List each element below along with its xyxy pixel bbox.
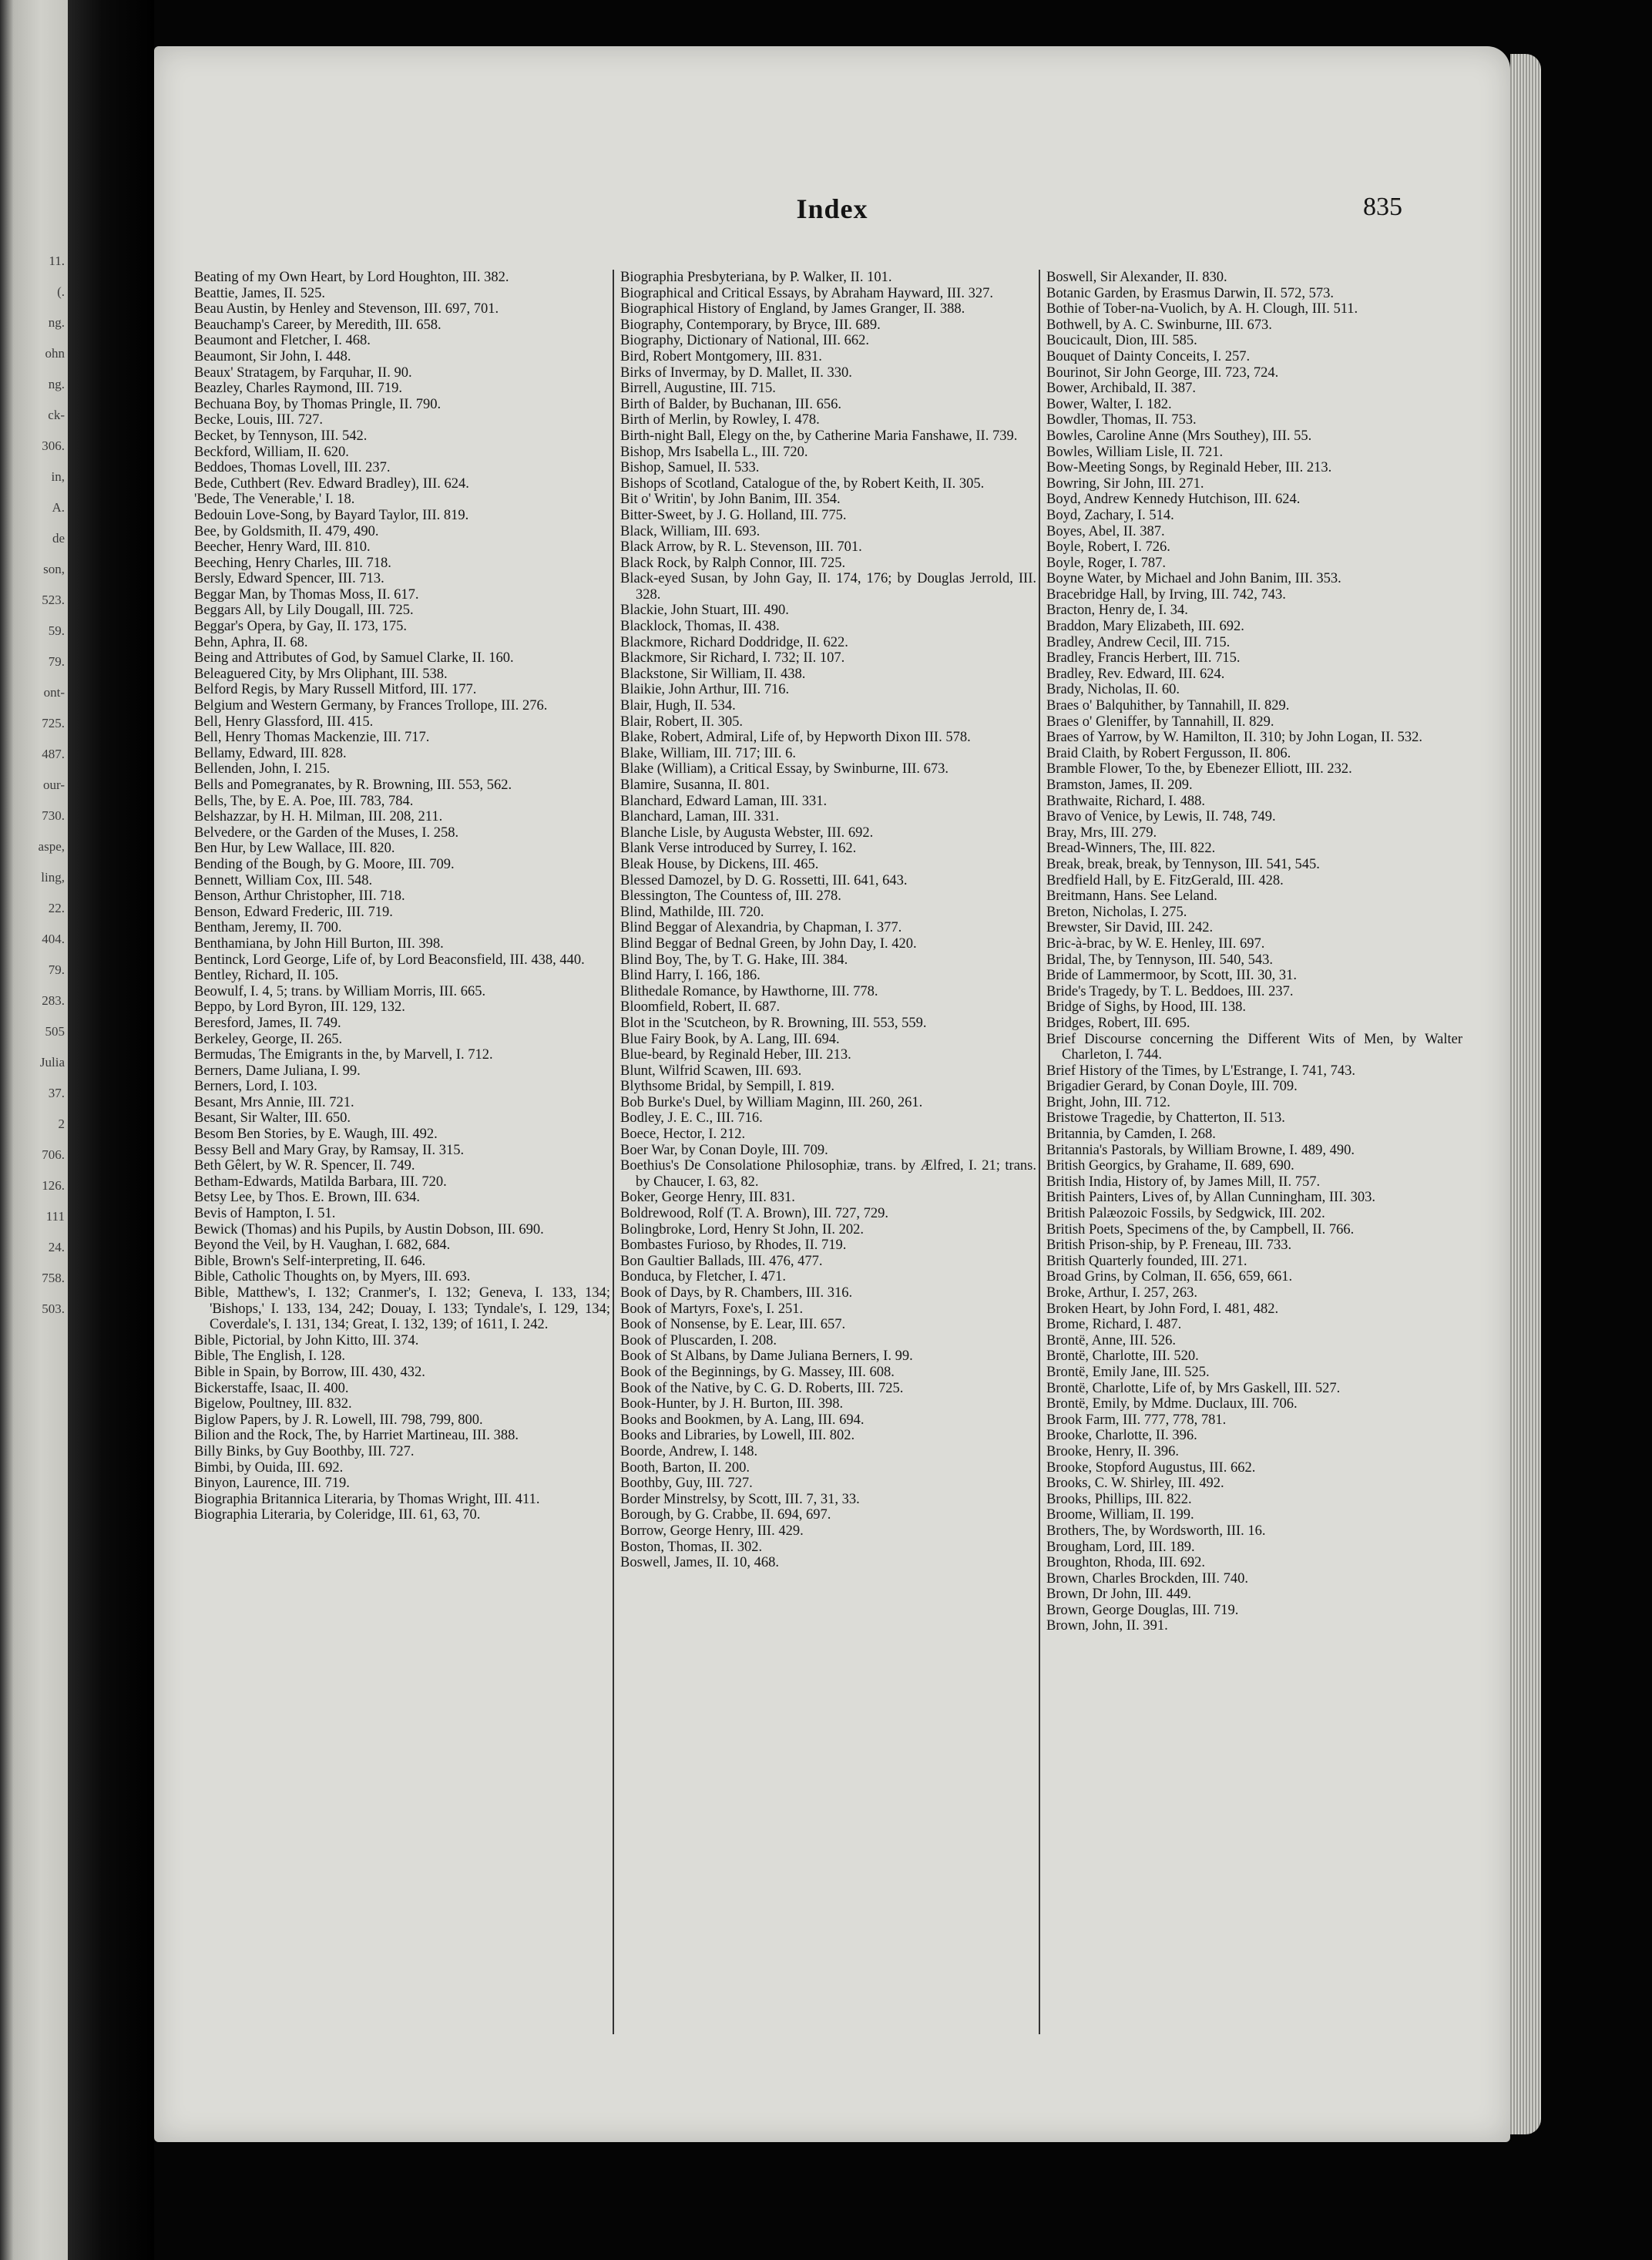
index-entry: Brooks, C. W. Shirley, III. 492. xyxy=(1046,1476,1224,1492)
index-entry: Book of Martyrs, Foxe's, I. 251. xyxy=(620,1301,804,1317)
index-entry: Bentham, Jeremy, II. 700. xyxy=(194,920,342,936)
index-entry: Blue Fairy Book, by A. Lang, III. 694. xyxy=(620,1031,840,1047)
index-entry: Bower, Walter, I. 182. xyxy=(1046,396,1172,412)
index-entry: Blot in the 'Scutcheon, by R. Browning, III. 553, 559. xyxy=(620,1015,927,1031)
index-entry: Boucicault, Dion, III. 585. xyxy=(1046,333,1197,349)
index-entry: Bilion and the Rock, The, by Harriet Martineau, III. 388. xyxy=(194,1428,519,1444)
index-entry: Bread-Winners, The, III. 822. xyxy=(1046,841,1216,857)
index-entry: Bombastes Furioso, by Rhodes, II. 719. xyxy=(620,1237,847,1254)
left-page-fragment: Julia xyxy=(39,1056,65,1070)
left-page-fragment: ling, xyxy=(41,871,65,885)
index-entry: Blind Beggar of Bednal Green, by John Day, I. 420. xyxy=(620,935,917,952)
index-entry: Bersly, Edward Spencer, III. 713. xyxy=(194,571,384,587)
page-fore-edge xyxy=(1510,54,1541,2134)
column-rule xyxy=(1039,270,1040,2034)
index-entry: Blackstone, Sir William, II. 438. xyxy=(620,666,806,682)
page-header xyxy=(154,193,1510,247)
index-entry: Break, break, break, by Tennyson, III. 541, 545. xyxy=(1046,856,1320,872)
index-entry: Brown, Dr John, III. 449. xyxy=(1046,1587,1192,1603)
index-entry: Blunt, Wilfrid Scawen, III. 693. xyxy=(620,1063,802,1079)
index-entry: Becket, by Tennyson, III. 542. xyxy=(194,428,368,444)
index-entry: Bridge of Sighs, by Hood, III. 138. xyxy=(1046,999,1246,1016)
index-entry: Benthamiana, by John Hill Burton, III. 398. xyxy=(194,935,444,952)
index-entry: Bellenden, John, I. 215. xyxy=(194,761,331,777)
index-entry: Boyd, Andrew Kennedy Hutchison, III. 624. xyxy=(1046,492,1301,508)
index-entry: Bouquet of Dainty Conceits, I. 257. xyxy=(1046,348,1251,364)
index-entry: Boyle, Roger, I. 787. xyxy=(1046,555,1166,571)
index-entry: British Painters, Lives of, by Allan Cunningham, III. 303. xyxy=(1046,1190,1375,1206)
index-entry: Black, William, III. 693. xyxy=(620,523,761,539)
index-entry: Beattie, James, II. 525. xyxy=(194,285,326,301)
index-entry: Bimbi, by Ouida, III. 692. xyxy=(194,1459,344,1476)
left-page-fragment: our- xyxy=(43,778,65,792)
index-entry: Benson, Edward Frederic, III. 719. xyxy=(194,904,393,920)
index-entry: Blind Beggar of Alexandria, by Chapman, I. 377. xyxy=(620,920,902,936)
index-entry: Book of Nonsense, by E. Lear, III. 657. xyxy=(620,1317,846,1333)
left-page-fragment: 505 xyxy=(45,1025,65,1039)
index-entry: Brontë, Charlotte, III. 520. xyxy=(1046,1348,1199,1365)
index-entry: Birth-night Ball, Elegy on the, by Catherine Maria Fanshawe, II. 739. xyxy=(620,428,1018,444)
index-entry: Bowdler, Thomas, II. 753. xyxy=(1046,412,1197,428)
index-entry: Bewick (Thomas) and his Pupils, by Austin Dobson, III. 690. xyxy=(194,1221,544,1237)
index-entry: Beresford, James, II. 749. xyxy=(194,1015,341,1031)
index-entry: Brontë, Anne, III. 526. xyxy=(1046,1332,1177,1348)
index-entry: Boyne Water, by Michael and John Banim, III. 353. xyxy=(1046,571,1341,587)
index-entry: Besant, Sir Walter, III. 650. xyxy=(194,1110,351,1127)
index-entry: Blithedale Romance, by Hawthorne, III. 778. xyxy=(620,983,878,999)
page-number: 835 xyxy=(1363,193,1402,221)
left-page-fragment: 126. xyxy=(42,1179,65,1193)
index-entry: Brown, George Douglas, III. 719. xyxy=(1046,1602,1239,1618)
left-page-fragment: aspe, xyxy=(38,840,65,854)
index-entry: Brooke, Charlotte, II. 396. xyxy=(1046,1428,1197,1444)
index-entry: Boyle, Robert, I. 726. xyxy=(1046,539,1170,556)
index-entry: Beaumont, Sir John, I. 448. xyxy=(194,348,351,364)
index-entry: Bentley, Richard, II. 105. xyxy=(194,968,339,984)
index-entry: Blessed Damozel, by D. G. Rossetti, III. 641, 643. xyxy=(620,872,908,888)
index-entry: Belford Regis, by Mary Russell Mitford, III. 177. xyxy=(194,682,477,698)
index-entry: Biographia Britannica Literaria, by Thomas Wright, III. 411. xyxy=(194,1491,540,1507)
index-column-1 xyxy=(194,270,610,2057)
index-entry: Bible, The English, I. 128. xyxy=(194,1348,345,1365)
index-entry: Bleak House, by Dickens, III. 465. xyxy=(620,856,819,872)
index-entry: Bending of the Bough, by G. Moore, III. 709. xyxy=(194,856,455,872)
index-entry: Boldrewood, Rolf (T. A. Brown), III. 727, 729. xyxy=(620,1206,889,1222)
index-entry: Book of Days, by R. Chambers, III. 316. xyxy=(620,1285,853,1301)
index-entry: Bride of Lammermoor, by Scott, III. 30, 31. xyxy=(1046,968,1297,984)
index-entry: Brathwaite, Richard, I. 488. xyxy=(1046,793,1206,809)
index-entry: British India, History of, by James Mill, II. 757. xyxy=(1046,1174,1321,1190)
index-entry: Besom Ben Stories, by E. Waugh, III. 492. xyxy=(194,1127,438,1143)
index-entry: Boyd, Zachary, I. 514. xyxy=(1046,507,1174,523)
index-entry: Book of the Native, by C. G. D. Roberts, III. 725. xyxy=(620,1380,904,1396)
index-entry: Bravo of Venice, by Lewis, II. 748, 749. xyxy=(1046,809,1276,825)
index-entry: Bredfield Hall, by E. FitzGerald, III. 428. xyxy=(1046,872,1284,888)
index-entry: Beddoes, Thomas Lovell, III. 237. xyxy=(194,460,391,476)
index-entry: Bechuana Boy, by Thomas Pringle, II. 790. xyxy=(194,396,442,412)
index-entry: Biography, Dictionary of National, III. 662. xyxy=(620,333,869,349)
index-entry: Bright, John, III. 712. xyxy=(1046,1094,1170,1110)
index-entry: Blythsome Bridal, by Sempill, I. 819. xyxy=(620,1079,835,1095)
left-page-fragment: 22. xyxy=(48,902,65,915)
index-entry: Booth, Barton, II. 200. xyxy=(620,1459,750,1476)
index-entry: Brief Discourse concerning the Different Wits of Men, by Walter Charleton, I. 744. xyxy=(1046,1031,1462,1063)
index-entry: British Quarterly founded, III. 271. xyxy=(1046,1253,1247,1269)
index-entry: Boswell, Sir Alexander, II. 830. xyxy=(1046,270,1227,285)
index-entry: Bracton, Henry de, I. 34. xyxy=(1046,603,1188,619)
index-entry: Berkeley, George, II. 265. xyxy=(194,1031,343,1047)
left-page-fragment: 79. xyxy=(48,655,65,669)
index-entry: Bible in Spain, by Borrow, III. 430, 432. xyxy=(194,1364,425,1380)
index-entry: Betsy Lee, by Thos. E. Brown, III. 634. xyxy=(194,1190,421,1206)
index-entry: Brougham, Lord, III. 189. xyxy=(1046,1539,1195,1555)
index-entry: Blank Verse introduced by Surrey, I. 162. xyxy=(620,841,857,857)
index-entry: Bishop, Mrs Isabella L., III. 720. xyxy=(620,444,808,460)
index-entry: Brooke, Henry, II. 396. xyxy=(1046,1443,1179,1459)
index-entry: Braes o' Gleniffer, by Tannahill, II. 829. xyxy=(1046,714,1274,730)
index-entry: Bolingbroke, Lord, Henry St John, II. 202. xyxy=(620,1221,865,1237)
left-page-fragment: de xyxy=(52,532,65,546)
index-entry: Blacklock, Thomas, II. 438. xyxy=(620,619,780,635)
index-entry: Boethius's De Consolatione Philosophiæ, trans. by Ælfred, I. 21; trans. by Chaucer, I. 63, 82. xyxy=(620,1158,1036,1190)
index-entry: Bowring, Sir John, III. 271. xyxy=(1046,475,1204,492)
index-entry: Bowles, William Lisle, II. 721. xyxy=(1046,444,1224,460)
left-page-fragment: ck- xyxy=(48,408,65,422)
index-entry: Beppo, by Lord Byron, III. 129, 132. xyxy=(194,999,405,1016)
index-entry: Book of Pluscarden, I. 208. xyxy=(620,1332,777,1348)
left-page-fragment: ng. xyxy=(48,378,65,391)
index-entry: Bedouin Love-Song, by Bayard Taylor, III. 819. xyxy=(194,507,469,523)
index-entry: Boswell, James, II. 10, 468. xyxy=(620,1555,780,1571)
left-page-fragment: (. xyxy=(57,285,65,299)
index-entry: Breton, Nicholas, I. 275. xyxy=(1046,904,1187,920)
index-entry: Beggar Man, by Thomas Moss, II. 617. xyxy=(194,586,419,603)
index-entry: Beaux' Stratagem, by Farquhar, II. 90. xyxy=(194,364,412,381)
index-entry: Blanche Lisle, by Augusta Webster, III. 692. xyxy=(620,824,874,841)
index-entry: Being and Attributes of God, by Samuel Clarke, II. 160. xyxy=(194,650,514,667)
index-entry: Bells, The, by E. A. Poe, III. 783, 784. xyxy=(194,793,414,809)
index-entry: Bloomfield, Robert, II. 687. xyxy=(620,999,781,1016)
index-entry: Birth of Merlin, by Rowley, I. 478. xyxy=(620,412,820,428)
index-entry: Boorde, Andrew, I. 148. xyxy=(620,1443,758,1459)
index-entry: Braddon, Mary Elizabeth, III. 692. xyxy=(1046,619,1244,635)
left-page-fragment: 11. xyxy=(49,254,65,268)
index-entry: Beating of my Own Heart, by Lord Houghton, III. 382. xyxy=(194,270,509,285)
index-entry: Braid Claith, by Robert Fergusson, II. 806. xyxy=(1046,745,1291,761)
index-entry: Breitmann, Hans. See Leland. xyxy=(1046,888,1217,905)
left-page-fragment: 306. xyxy=(42,439,65,453)
index-entry: Bon Gaultier Ballads, III. 476, 477. xyxy=(620,1253,823,1269)
index-entry: Brigadier Gerard, by Conan Doyle, III. 709. xyxy=(1046,1079,1298,1095)
index-entry: Bradley, Andrew Cecil, III. 715. xyxy=(1046,634,1231,650)
index-entry: Beaumont and Fletcher, I. 468. xyxy=(194,333,371,349)
index-entry: Beggars All, by Lily Dougall, III. 725. xyxy=(194,603,414,619)
index-entry: Beth Gêlert, by W. R. Spencer, II. 749. xyxy=(194,1158,415,1174)
index-entry: Becke, Louis, III. 727. xyxy=(194,412,323,428)
index-entry: Book-Hunter, by J. H. Burton, III. 398. xyxy=(620,1396,844,1412)
index-entry: Blind, Mathilde, III. 720. xyxy=(620,904,764,920)
index-entry: Birks of Invermay, by D. Mallet, II. 330. xyxy=(620,364,852,381)
index-entry: Book of St Albans, by Dame Juliana Berners, I. 99. xyxy=(620,1348,913,1365)
left-page-fragment: A. xyxy=(52,501,65,515)
index-entry: Boece, Hector, I. 212. xyxy=(620,1127,746,1143)
index-entry: Brontë, Emily, by Mdme. Duclaux, III. 706. xyxy=(1046,1396,1298,1412)
index-entry: Bourinot, Sir John George, III. 723, 724. xyxy=(1046,364,1279,381)
index-entry: Bothie of Tober-na-Vuolich, by A. H. Clough, III. 511. xyxy=(1046,301,1358,317)
index-entry: Beyond the Veil, by H. Vaughan, I. 682, 684. xyxy=(194,1237,451,1254)
left-page-fragment: 523. xyxy=(42,593,65,607)
index-entry: Belgium and Western Germany, by Frances Trollope, III. 276. xyxy=(194,698,548,714)
index-entry: Bickerstaffe, Isaac, II. 400. xyxy=(194,1380,349,1396)
index-entry: Blake, Robert, Admiral, Life of, by Hepworth Dixon III. 578. xyxy=(620,730,971,746)
index-entry: Bradley, Francis Herbert, III. 715. xyxy=(1046,650,1241,667)
left-page-fragment: in, xyxy=(51,470,65,484)
left-page-fragment: 706. xyxy=(42,1148,65,1162)
left-page-fragment: 487. xyxy=(42,747,65,761)
index-entry: Belshazzar, by H. H. Milman, III. 208, 211. xyxy=(194,809,443,825)
index-entry: Blackmore, Richard Doddridge, II. 622. xyxy=(620,634,848,650)
index-entry: Ben Hur, by Lew Wallace, III. 820. xyxy=(194,841,395,857)
index-entry: Birrell, Augustine, III. 715. xyxy=(620,381,776,397)
index-entry: Brontë, Charlotte, Life of, by Mrs Gaskell, III. 527. xyxy=(1046,1380,1341,1396)
index-entry: Broke, Arthur, I. 257, 263. xyxy=(1046,1285,1198,1301)
index-entry: Blake, William, III. 717; III. 6. xyxy=(620,745,797,761)
index-entry: Benson, Arthur Christopher, III. 718. xyxy=(194,888,405,905)
index-entry: Border Minstrelsy, by Scott, III. 7, 31, 33. xyxy=(620,1491,860,1507)
index-entry: 'Bede, The Venerable,' I. 18. xyxy=(194,492,355,508)
index-entry: Berners, Lord, I. 103. xyxy=(194,1079,317,1095)
index-entry: Besant, Mrs Annie, III. 721. xyxy=(194,1094,354,1110)
index-entry: Book of the Beginnings, by G. Massey, III. 608. xyxy=(620,1364,895,1380)
index-entry: Botanic Garden, by Erasmus Darwin, II. 572, 573. xyxy=(1046,285,1334,301)
index-entry: Blamire, Susanna, II. 801. xyxy=(620,777,770,793)
index-entry: Bishops of Scotland, Catalogue of the, by Robert Keith, II. 305. xyxy=(620,475,985,492)
index-entry: Bric-à-brac, by W. E. Henley, III. 697. xyxy=(1046,935,1265,952)
index-page xyxy=(154,46,1510,2142)
index-entry: Blind Boy, The, by T. G. Hake, III. 384. xyxy=(620,952,848,968)
index-entry: Books and Libraries, by Lowell, III. 802. xyxy=(620,1428,855,1444)
index-entry: Broken Heart, by John Ford, I. 481, 482. xyxy=(1046,1301,1279,1317)
index-entry: Braes of Yarrow, by W. Hamilton, II. 310; by John Logan, II. 532. xyxy=(1046,730,1422,746)
index-entry: Brooks, Phillips, III. 822. xyxy=(1046,1491,1192,1507)
index-entry: Black-eyed Susan, by John Gay, II. 174, 176; by Douglas Jerrold, III. 328. xyxy=(620,571,1036,603)
index-entry: Bigelow, Poultney, III. 832. xyxy=(194,1396,352,1412)
index-entry: Brady, Nicholas, II. 60. xyxy=(1046,682,1180,698)
index-entry: Blaikie, John Arthur, III. 716. xyxy=(620,682,790,698)
page-title: Index xyxy=(796,193,868,224)
index-entry: Blanchard, Edward Laman, III. 331. xyxy=(620,793,828,809)
index-entry: Bowles, Caroline Anne (Mrs Southey), III. 55. xyxy=(1046,428,1312,444)
index-entry: Bessy Bell and Mary Gray, by Ramsay, II. 315. xyxy=(194,1142,465,1158)
index-entry: Bramble Flower, To the, by Ebenezer Elliott, III. 232. xyxy=(1046,761,1352,777)
index-entry: Bradley, Rev. Edward, III. 624. xyxy=(1046,666,1225,682)
index-entry: Brown, Charles Brockden, III. 740. xyxy=(1046,1570,1249,1587)
left-page-fragment: 404. xyxy=(42,932,65,946)
index-entry: Beeching, Henry Charles, III. 718. xyxy=(194,555,391,571)
index-entry: British Prison-ship, by P. Freneau, III. 733. xyxy=(1046,1237,1292,1254)
index-entry: Bible, Pictorial, by John Kitto, III. 374. xyxy=(194,1332,419,1348)
index-entry: Bell, Henry Thomas Mackenzie, III. 717. xyxy=(194,730,430,746)
index-columns xyxy=(194,270,1473,2057)
index-entry: Blanchard, Laman, III. 331. xyxy=(620,809,779,825)
index-entry: Books and Bookmen, by A. Lang, III. 694. xyxy=(620,1412,865,1428)
index-entry: Blue-beard, by Reginald Heber, III. 213. xyxy=(620,1047,851,1063)
column-rule xyxy=(613,270,614,2034)
index-entry: Boston, Thomas, II. 302. xyxy=(620,1539,763,1555)
index-entry: Bray, Mrs, III. 279. xyxy=(1046,824,1157,841)
index-entry: Boyes, Abel, II. 387. xyxy=(1046,523,1165,539)
index-entry: Bell, Henry Glassford, III. 415. xyxy=(194,714,374,730)
index-entry: Brook Farm, III. 777, 778, 781. xyxy=(1046,1412,1227,1428)
index-entry: Blackie, John Stuart, III. 490. xyxy=(620,603,789,619)
index-entry: Brewster, Sir David, III. 242. xyxy=(1046,920,1214,936)
index-entry: Beazley, Charles Raymond, III. 719. xyxy=(194,381,403,397)
index-entry: Blake (William), a Critical Essay, by Swinburne, III. 673. xyxy=(620,761,949,777)
index-entry: Bible, Matthew's, I. 132; Cranmer's, I. 132; Geneva, I. 133, 134; 'Bishops,' I. 133, 134, 242; Douay, I. 133; Tyndale's, I. 129, 134; Coverdale's, I. 131, 134; Great, I. 132, 139; of 1611, I. 242. xyxy=(194,1285,610,1333)
index-entry: Biographical and Critical Essays, by Abraham Hayward, III. 327. xyxy=(620,285,993,301)
index-entry: Brontë, Emily Jane, III. 525. xyxy=(1046,1364,1210,1380)
index-entry: Blair, Hugh, II. 534. xyxy=(620,698,736,714)
left-page-fragment: 2 xyxy=(58,1117,65,1131)
index-entry: Bells and Pomegranates, by R. Browning, III. 553, 562. xyxy=(194,777,512,793)
index-entry: Biographical History of England, by James Granger, II. 388. xyxy=(620,301,965,317)
index-entry: Boker, George Henry, III. 831. xyxy=(620,1190,795,1206)
index-entry: Bridal, The, by Tennyson, III. 540, 543. xyxy=(1046,952,1273,968)
left-page-fragment: ohn xyxy=(45,347,65,361)
index-entry: Bible, Brown's Self-interpreting, II. 646. xyxy=(194,1253,426,1269)
index-column-3 xyxy=(1046,270,1462,2057)
index-entry: Billy Binks, by Guy Boothby, III. 727. xyxy=(194,1443,415,1459)
index-entry: Broad Grins, by Colman, II. 656, 659, 661. xyxy=(1046,1269,1293,1285)
index-entry: Brome, Richard, I. 487. xyxy=(1046,1317,1182,1333)
index-entry: Bishop, Samuel, II. 533. xyxy=(620,460,760,476)
index-entry: Binyon, Laurence, III. 719. xyxy=(194,1476,350,1492)
index-entry: Boer War, by Conan Doyle, III. 709. xyxy=(620,1142,828,1158)
index-entry: Behn, Aphra, II. 68. xyxy=(194,634,308,650)
index-entry: British Poets, Specimens of the, by Campbell, II. 766. xyxy=(1046,1221,1355,1237)
index-entry: British Georgics, by Grahame, II. 689, 690. xyxy=(1046,1158,1294,1174)
index-entry: Blackmore, Sir Richard, I. 732; II. 107. xyxy=(620,650,845,667)
left-page-fragment: 758. xyxy=(42,1271,65,1285)
index-entry: Borough, by G. Crabbe, II. 694, 697. xyxy=(620,1507,831,1523)
left-page-fragment: ont- xyxy=(43,686,65,700)
index-entry: Beauchamp's Career, by Meredith, III. 658. xyxy=(194,317,442,333)
left-page-fragment: 730. xyxy=(42,809,65,823)
index-entry: Braes o' Balquhither, by Tannahill, II. 829. xyxy=(1046,698,1290,714)
left-page-fragment: 283. xyxy=(42,994,65,1008)
index-entry: Bellamy, Edward, III. 828. xyxy=(194,745,347,761)
index-entry: Britannia's Pastorals, by William Browne, I. 489, 490. xyxy=(1046,1142,1355,1158)
index-entry: Boothby, Guy, III. 727. xyxy=(620,1476,753,1492)
index-entry: Bow-Meeting Songs, by Reginald Heber, III. 213. xyxy=(1046,460,1332,476)
index-entry: Bermudas, The Emigrants in the, by Marvell, I. 712. xyxy=(194,1047,493,1063)
index-entry: British Palæozoic Fossils, by Sedgwick, III. 202. xyxy=(1046,1206,1325,1222)
index-entry: Beowulf, I. 4, 5; trans. by William Morris, III. 665. xyxy=(194,983,486,999)
index-entry: Bitter-Sweet, by J. G. Holland, III. 775. xyxy=(620,507,847,523)
index-entry: Beckford, William, II. 620. xyxy=(194,444,349,460)
index-entry: Broome, William, II. 199. xyxy=(1046,1507,1194,1523)
index-entry: Bracebridge Hall, by Irving, III. 742, 743. xyxy=(1046,586,1286,603)
left-page-fragment: ng. xyxy=(48,316,65,330)
index-entry: Britannia, by Camden, I. 268. xyxy=(1046,1127,1216,1143)
index-entry: Blessington, The Countess of, III. 278. xyxy=(620,888,841,905)
index-entry: Bede, Cuthbert (Rev. Edward Bradley), III. 624. xyxy=(194,475,469,492)
index-entry: Brooke, Stopford Augustus, III. 662. xyxy=(1046,1459,1256,1476)
index-entry: Bevis of Hampton, I. 51. xyxy=(194,1206,336,1222)
index-entry: Bridges, Robert, III. 695. xyxy=(1046,1015,1190,1031)
index-entry: Bob Burke's Duel, by William Maginn, III. 260, 261. xyxy=(620,1094,923,1110)
index-entry: Bible, Catholic Thoughts on, by Myers, III. 693. xyxy=(194,1269,471,1285)
left-page-fragment: 59. xyxy=(48,624,65,638)
index-entry: Borrow, George Henry, III. 429. xyxy=(620,1523,804,1539)
index-entry: Bothwell, by A. C. Swinburne, III. 673. xyxy=(1046,317,1272,333)
index-entry: Betham-Edwards, Matilda Barbara, III. 720. xyxy=(194,1174,447,1190)
index-entry: Bee, by Goldsmith, II. 479, 490. xyxy=(194,523,379,539)
left-page-fragment: 111 xyxy=(45,1210,65,1224)
index-entry: Broughton, Rhoda, III. 692. xyxy=(1046,1555,1206,1571)
index-entry: Black Arrow, by R. L. Stevenson, III. 701. xyxy=(620,539,862,556)
index-entry: Brief History of the Times, by L'Estrange, I. 741, 743. xyxy=(1046,1063,1356,1079)
index-entry: Bennett, William Cox, III. 548. xyxy=(194,872,373,888)
left-page-fragment: 37. xyxy=(48,1086,65,1100)
index-entry: Bristowe Tragedie, by Chatterton, II. 513. xyxy=(1046,1110,1285,1127)
index-entry: Biglow Papers, by J. R. Lowell, III. 798, 799, 800. xyxy=(194,1412,483,1428)
left-page-fragment: 725. xyxy=(42,717,65,730)
index-entry: Beau Austin, by Henley and Stevenson, III. 697, 701. xyxy=(194,301,499,317)
index-entry: Biography, Contemporary, by Bryce, III. 689. xyxy=(620,317,881,333)
index-entry: Black Rock, by Ralph Connor, III. 725. xyxy=(620,555,846,571)
index-column-2 xyxy=(620,270,1036,2057)
index-entry: Bodley, J. E. C., III. 716. xyxy=(620,1110,763,1127)
left-page-fragment: 79. xyxy=(48,963,65,977)
index-entry: Beecher, Henry Ward, III. 810. xyxy=(194,539,371,556)
index-entry: Bramston, James, II. 209. xyxy=(1046,777,1193,793)
left-page-fragment: 503. xyxy=(42,1302,65,1316)
left-page-scan xyxy=(0,0,68,2260)
index-entry: Belvedere, or the Garden of the Muses, I. 258. xyxy=(194,824,459,841)
index-entry: Brothers, The, by Wordsworth, III. 16. xyxy=(1046,1523,1266,1539)
index-entry: Bride's Tragedy, by T. L. Beddoes, III. 237. xyxy=(1046,983,1294,999)
index-entry: Blind Harry, I. 166, 186. xyxy=(620,968,761,984)
index-entry: Birth of Balder, by Buchanan, III. 656. xyxy=(620,396,841,412)
index-entry: Biographia Literaria, by Coleridge, III. 61, 63, 70. xyxy=(194,1507,481,1523)
index-entry: Berners, Dame Juliana, I. 99. xyxy=(194,1063,361,1079)
left-page-edge-text xyxy=(0,254,65,1333)
index-entry: Beggar's Opera, by Gay, II. 173, 175. xyxy=(194,619,407,635)
index-entry: Bird, Robert Montgomery, III. 831. xyxy=(620,348,822,364)
index-entry: Bit o' Writin', by John Banim, III. 354. xyxy=(620,492,841,508)
index-entry: Bonduca, by Fletcher, I. 471. xyxy=(620,1269,787,1285)
index-entry: Brown, John, II. 391. xyxy=(1046,1618,1168,1634)
index-entry: Bower, Archibald, II. 387. xyxy=(1046,381,1196,397)
index-entry: Bentinck, Lord George, Life of, by Lord Beaconsfield, III. 438, 440. xyxy=(194,952,585,968)
index-entry: Beleaguered City, by Mrs Oliphant, III. 538. xyxy=(194,666,448,682)
index-entry: Blair, Robert, II. 305. xyxy=(620,714,744,730)
left-page-fragment: son, xyxy=(43,562,65,576)
book-gutter xyxy=(68,0,154,2260)
left-page-fragment: 24. xyxy=(48,1241,65,1254)
index-entry: Biographia Presbyteriana, by P. Walker, II. 101. xyxy=(620,270,892,285)
